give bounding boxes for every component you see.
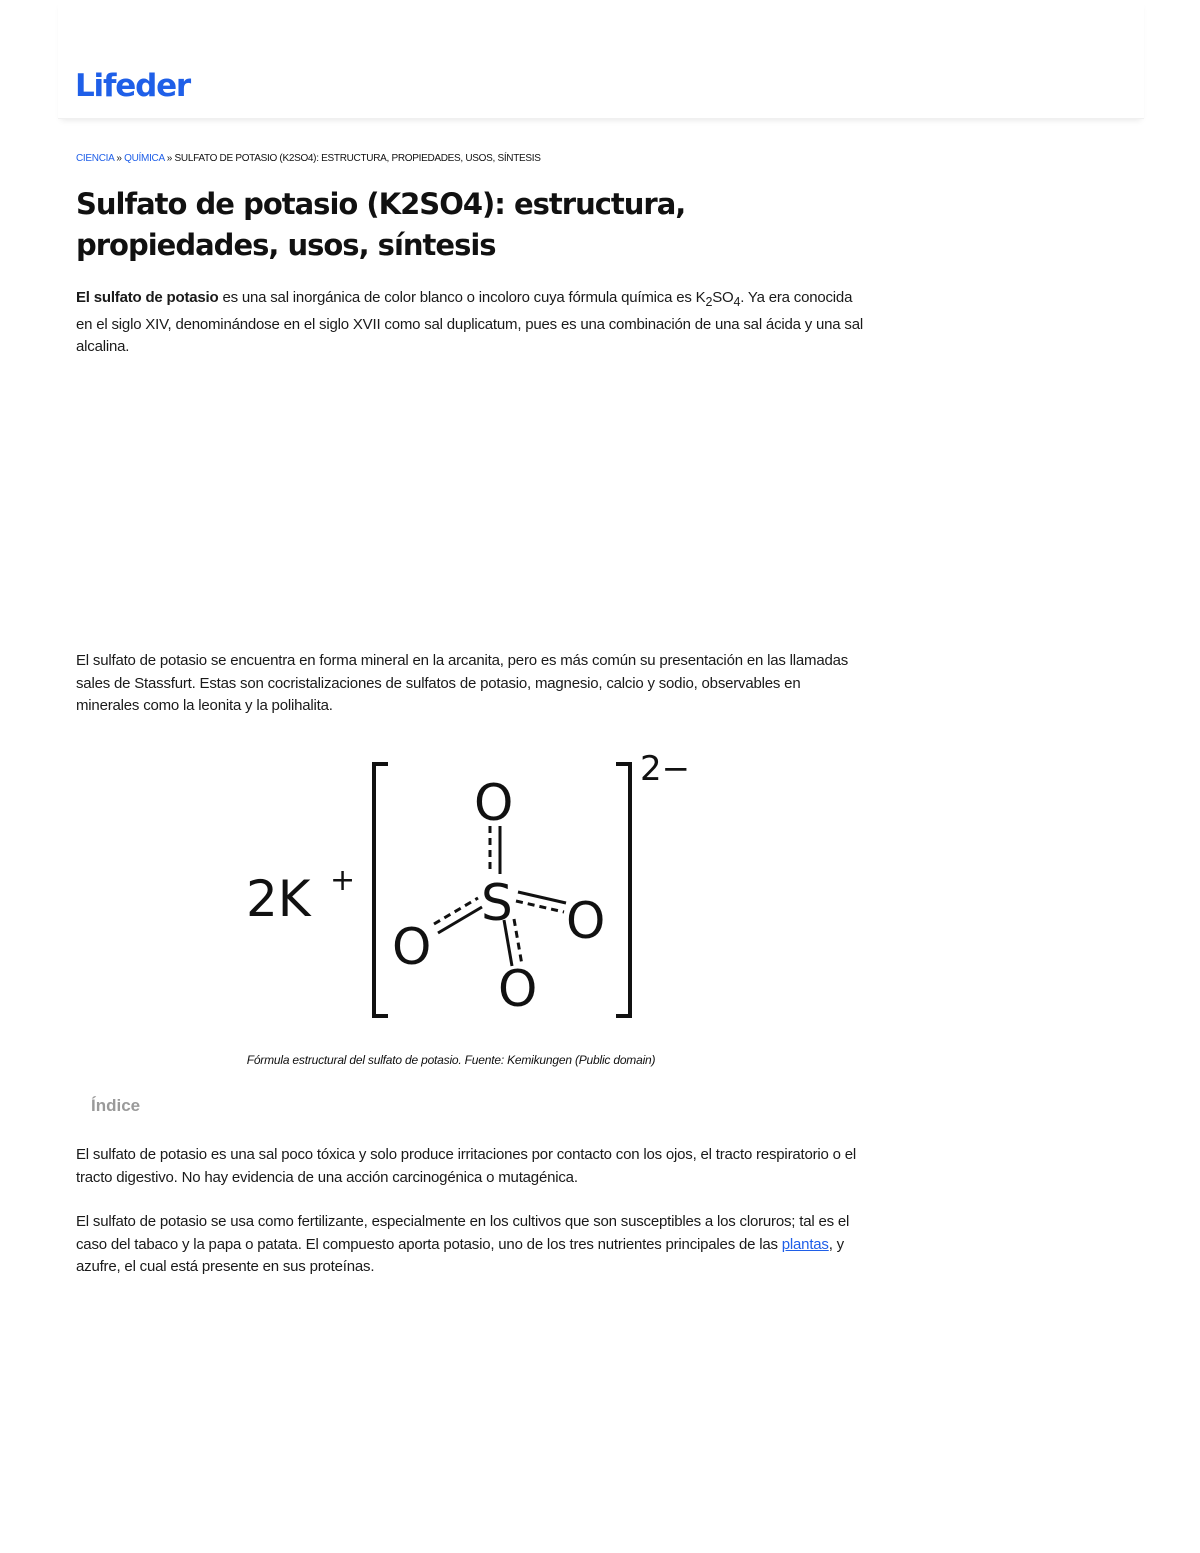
oxygen-atom-right: O [566,892,606,950]
cation-label: 2K [246,870,311,928]
table-of-contents-toggle[interactable]: Índice [91,1096,141,1115]
breadcrumb-current: SULFATO DE POTASIO (K2SO4): ESTRUCTURA, PROPIEDADES, USOS, SÍNTESIS [174,153,541,164]
site-header [58,0,1144,119]
intro-bold-term: El sulfato de potasio [76,289,219,306]
bond-left-solid [438,907,482,933]
breadcrumb-link-quimica[interactable]: QUÍMICA [124,153,165,164]
formula-text: SO [712,289,734,306]
intro-text: es una sal inorgánica de color blanco o incoloro cuya fórmula química es K [218,289,706,306]
right-bracket [616,764,630,1016]
mineral-paragraph: El sulfato de potasio se encuentra en forma mineral en la arcanita, pero es más común su presentación en las llamadas sales de Stassfurt. Estas son cocristalizaciones de sulfatos de potasio, magnesio, calcio y sodio, observables en minerales como la leonita y la polihalita. [76,652,849,714]
left-bracket [374,764,388,1016]
anion-charge: 2− [640,749,691,789]
cation-charge: + [330,863,356,898]
breadcrumb [76,153,541,164]
uses-text-end: , y azufre, el cual está presente en sus proteínas. [76,1235,844,1275]
oxygen-atom-left: O [392,918,432,976]
breadcrumb-link-ciencia[interactable]: CIENCIA [76,153,114,164]
breadcrumb-separator: » [166,153,173,164]
breadcrumb-separator: » [116,153,122,164]
structural-formula-diagram [236,748,696,1028]
bond-left-dashed [434,898,478,924]
site-logo[interactable]: Lifeder [75,68,190,104]
uses-paragraph [76,1211,866,1279]
bond-right-solid [518,892,566,903]
oxygen-atom-top: O [474,774,514,832]
sulfur-atom: S [481,874,513,932]
oxygen-atom-bottom: O [498,960,538,1018]
intro-paragraph [76,287,866,359]
intro-text-end: . Ya era conocida en el siglo XIV, denominándose en el siglo XVII como sal duplicatum, pues es una combinación de una sal ácida y una sal alcalina. [76,289,863,355]
structural-formula-figure [236,748,696,1028]
uses-text: El sulfato de potasio se usa como fertilizante, especialmente en los cultivos que son susceptibles a los cloruros; tal es el caso del tabaco y la papa o patata. El compuesto aporta potasio, uno de los tres nutrientes principales de las [76,1213,850,1253]
figure-caption: Fórmula estructural del sulfato de potasio. Fuente: Kemikungen (Public domain) [246,1053,656,1067]
plantas-link[interactable]: plantas [781,1235,829,1253]
page-title: Sulfato de potasio (K2SO4): estructura, propiedades, usos, síntesis [76,187,686,262]
toxicity-paragraph: El sulfato de potasio es una sal poco tóxica y solo produce irritaciones por contacto con los ojos, el tracto respiratorio o el tracto digestivo. No hay evidencia de una acción carcinogénica o mutagénica. [76,1146,857,1186]
bond-right-dashed [516,901,564,912]
formula-subscript: 2 [705,295,713,309]
formula-subscript: 4 [733,295,741,309]
bond-bottom-dashed [514,919,522,965]
